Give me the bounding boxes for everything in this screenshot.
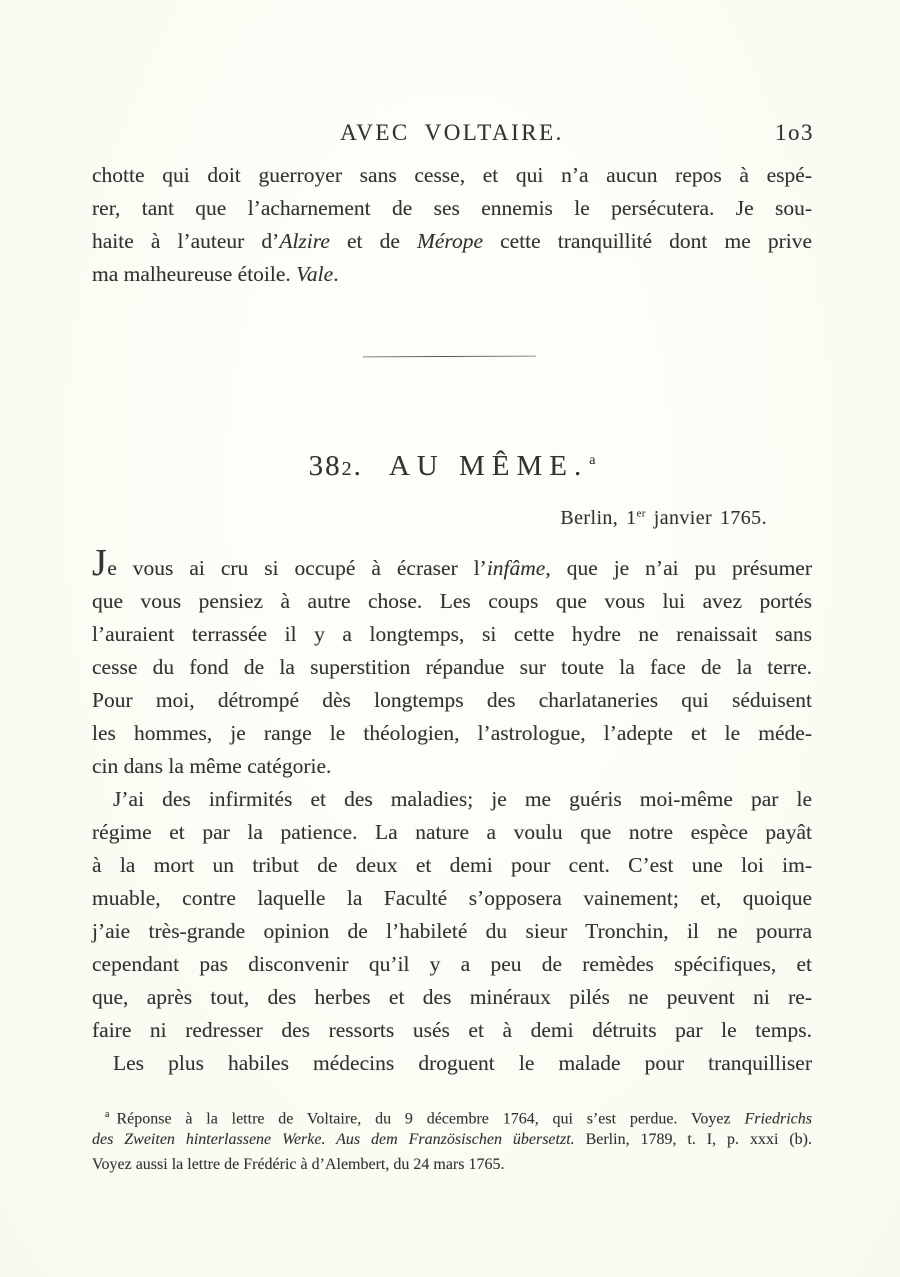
- text-line: Les plus habiles médecins droguent le malade pour tranquilliser: [113, 1051, 812, 1075]
- text-line: Je vous ai cru si occupé à écraser l’infâme, que je n’ai pu présumer: [92, 542, 812, 584]
- text-line: ma malheureuse étoile. Vale.: [92, 262, 339, 286]
- drop-cap-initial: J: [92, 542, 108, 584]
- text-line: J’ai des infirmités et des maladies; je me guéris moi-même par le: [113, 787, 812, 811]
- text-line: l’auraient terrassée il y a longtemps, si cette hydre ne renaissait sans: [92, 622, 812, 646]
- text-line: les hommes, je range le théologien, l’astrologue, l’adepte et le méde-: [92, 721, 812, 745]
- footnote-line: des Zweiten hinterlassene Werke. Aus dem Französischen übersetzt. Berlin, 1789, t. I, p. xxxi (b).: [92, 1131, 813, 1148]
- ordinal-superscript: er: [636, 507, 646, 520]
- text-line: haite à l’auteur d’Alzire et de Mérope cette tranquillité dont me prive: [92, 229, 813, 253]
- footnote-marker: a: [105, 1109, 110, 1120]
- text-line: cesse du fond de la superstition répandue sur toute la face de la terre.: [92, 655, 812, 679]
- text-line: j’aie très-grande opinion de l’habileté du sieur Tronchin, il ne pourra: [92, 919, 812, 943]
- text-line: chotte qui doit guerroyer sans cesse, et qui n’a aucun repos à espé-: [92, 163, 812, 187]
- footnote-line: Voyez aussi la lettre de Frédéric à d’Alembert, du 24 mars 1765.: [92, 1156, 505, 1173]
- section-divider-rule: [363, 356, 536, 358]
- text-line: rer, tant que l’acharnement de ses ennemis le persécutera. Je sou-: [92, 196, 812, 220]
- text-line: Pour moi, détrompé dès longtemps des charlataneries qui séduisent: [92, 688, 812, 712]
- text-line: cin dans la même catégorie.: [92, 754, 332, 778]
- letter-title: AU MÊME.: [388, 450, 589, 482]
- text-line: régime et par la patience. La nature a voulu que notre espèce payât: [92, 820, 812, 844]
- text-line: à la mort un tribut de deux et demi pour cent. C’est une loi im-: [92, 853, 812, 877]
- letter-heading: [92, 450, 812, 483]
- running-header: [92, 120, 812, 148]
- footnote: [92, 1102, 812, 1177]
- text-line: que vous pensiez à autre chose. Les coups que vous lui avez portés: [92, 589, 812, 613]
- letter-number: 382.: [308, 450, 363, 482]
- page-number: 1o3: [775, 120, 814, 145]
- text-line: cependant pas disconvenir qu’il y a peu de remèdes spécifiques, et: [92, 952, 812, 976]
- text-line: muable, contre laquelle la Faculté s’opposera vainement; et, quoique: [92, 886, 812, 910]
- letter-title-footnote-ref: a: [589, 453, 596, 469]
- dateline: Berlin, 1er janvier 1765.: [560, 507, 767, 529]
- footnote-line: $^a$ Réponse à la lettre de Voltaire, du 9 décembre 1764, qui s’est perdue. Voyez Friedrichs: [105, 1109, 812, 1128]
- text-line: faire ni redresser des ressorts usés et à demi détruits par le temps.: [92, 1018, 812, 1042]
- letter-body: [92, 542, 812, 1080]
- text-line: que, après tout, des herbes et des minéraux pilés ne peuvent ni re-: [92, 985, 812, 1009]
- continued-paragraph: [92, 159, 812, 291]
- running-header-title: AVEC VOLTAIRE.: [340, 120, 564, 145]
